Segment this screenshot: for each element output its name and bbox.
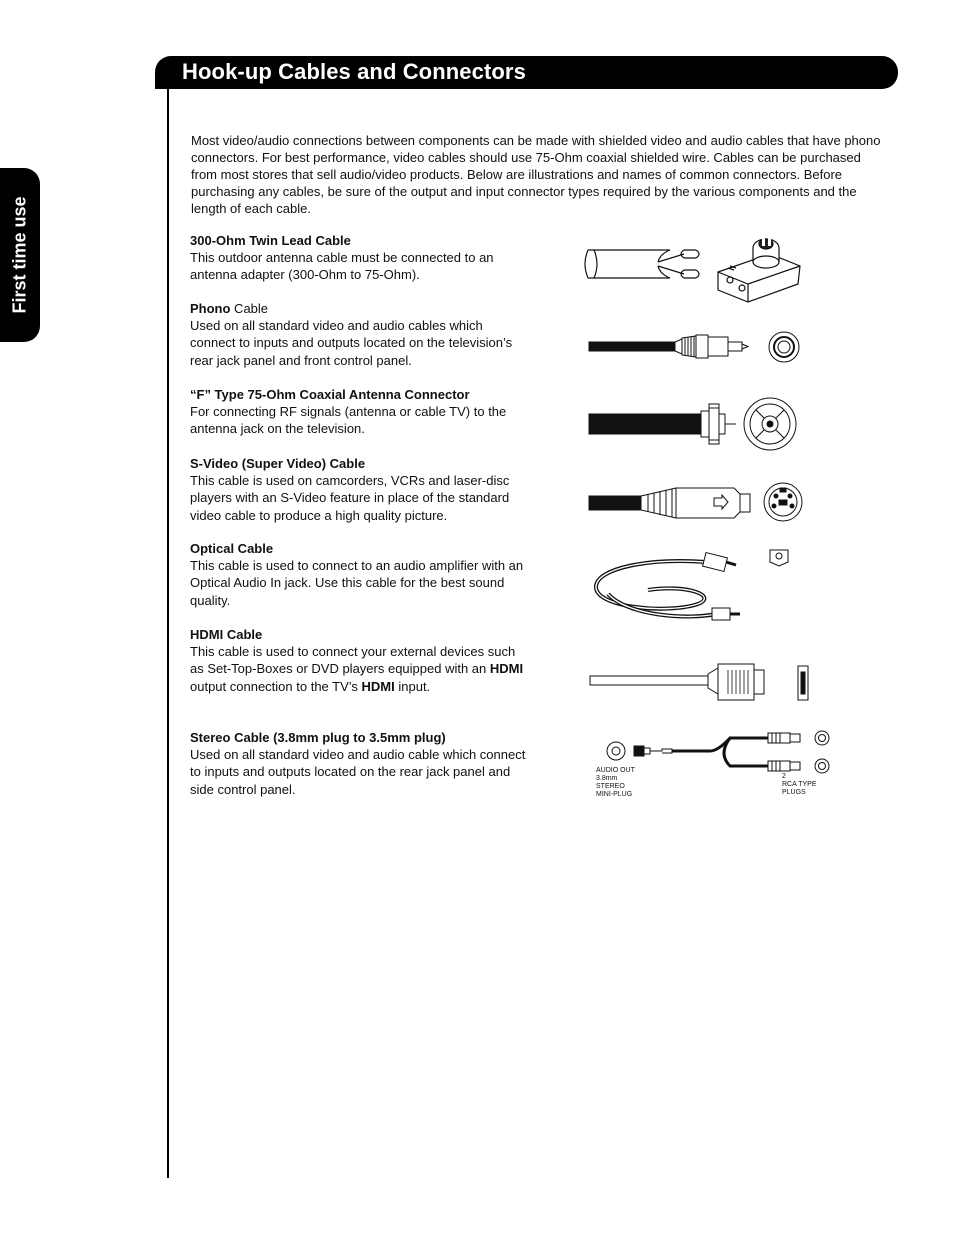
- side-tab-label: First time use: [9, 196, 30, 314]
- section-body: [190, 643, 530, 695]
- body-bold: HDMI: [361, 678, 395, 694]
- section-body: This cable is used on camcorders, VCRs and laser-disc players with an S-Video feature in place of the standard video cable to produce a high quality picture.: [190, 473, 510, 523]
- phono-cable-illustration: [586, 326, 806, 370]
- section-heading: [190, 300, 530, 317]
- stereo-left-label-3: STEREO: [596, 783, 625, 790]
- s-video-cable-illustration: [586, 480, 806, 526]
- section-body: For connecting RF signals (antenna or cable TV) to the antenna jack on the television.: [190, 404, 507, 437]
- margin-rule: [167, 89, 169, 1178]
- section-body: This outdoor antenna cable must be connected to an antenna adapter (300-Ohm to 75-Ohm).: [190, 250, 494, 283]
- section-optical: [190, 540, 530, 609]
- stereo-right-label-3: PLUGS: [782, 789, 806, 796]
- stereo-right-label-2: RCA TYPE: [782, 781, 817, 788]
- section-f-type: [190, 386, 530, 438]
- body-text: output connection to the TV’s: [190, 678, 362, 694]
- section-heading: Optical Cable: [190, 541, 274, 556]
- section-heading: Stereo Cable (3.8mm plug to 3.5mm plug): [190, 730, 446, 745]
- section-stereo: [190, 729, 530, 798]
- section-hdmi: [190, 626, 530, 695]
- page-title: Hook-up Cables and Connectors: [182, 59, 526, 84]
- section-phono: [190, 300, 530, 369]
- section-body: Used on all standard video and audio cable which connect to inputs and outputs located on the rear jack panel and side control panel.: [190, 747, 526, 797]
- heading-bold: Phono: [190, 301, 231, 316]
- optical-cable-illustration: [588, 544, 808, 628]
- section-heading: “F” Type 75-Ohm Coaxial Antenna Connector: [190, 387, 470, 402]
- stereo-left-label-4: MINI-PLUG: [596, 791, 633, 798]
- section-heading: S-Video (Super Video) Cable: [190, 456, 366, 471]
- body-text: input.: [394, 678, 431, 694]
- stereo-left-label-1: AUDIO OUT: [596, 767, 635, 774]
- section-s-video: [190, 455, 530, 524]
- section-heading: 300-Ohm Twin Lead Cable: [190, 233, 351, 248]
- stereo-cable-illustration: [590, 726, 840, 806]
- section-heading: HDMI Cable: [190, 627, 263, 642]
- section-body: Used on all standard video and audio cables which connect to inputs and outputs located on the television’s rear jack panel and front control panel.: [190, 318, 513, 368]
- f-type-connector-illustration: [586, 396, 806, 452]
- twin-lead-cable-illustration: [580, 232, 810, 304]
- stereo-left-label-2: 3.8mm: [596, 775, 618, 782]
- hdmi-cable-illustration: [586, 660, 816, 706]
- page-title-bar: [155, 56, 898, 89]
- section-side-tab: [0, 168, 40, 342]
- section-body: This cable is used to connect to an audio amplifier with an Optical Audio In jack. Use this cable for the best sound quality.: [190, 558, 524, 608]
- intro-paragraph: Most video/audio connections between components can be made with shielded video and audio cables that have phono connectors. For best performance, video cables should use 75-Ohm coaxial shielded wire. Cables can be purchased from most stores that sell audio/video products. Below are illustrations and names of common connectors. Before purchasing any cables, be sure of the output and input connector types required by the various components and the length of each cable.: [191, 133, 881, 216]
- body-bold: HDMI: [489, 661, 524, 677]
- stereo-right-label-1: 2: [782, 773, 786, 780]
- section-twin-lead: [190, 232, 530, 284]
- heading-plain: Cable: [230, 301, 269, 316]
- body-text: This cable is used to connect your external devices such as Set-Top-Boxes or DVD players equipped with an: [190, 644, 516, 677]
